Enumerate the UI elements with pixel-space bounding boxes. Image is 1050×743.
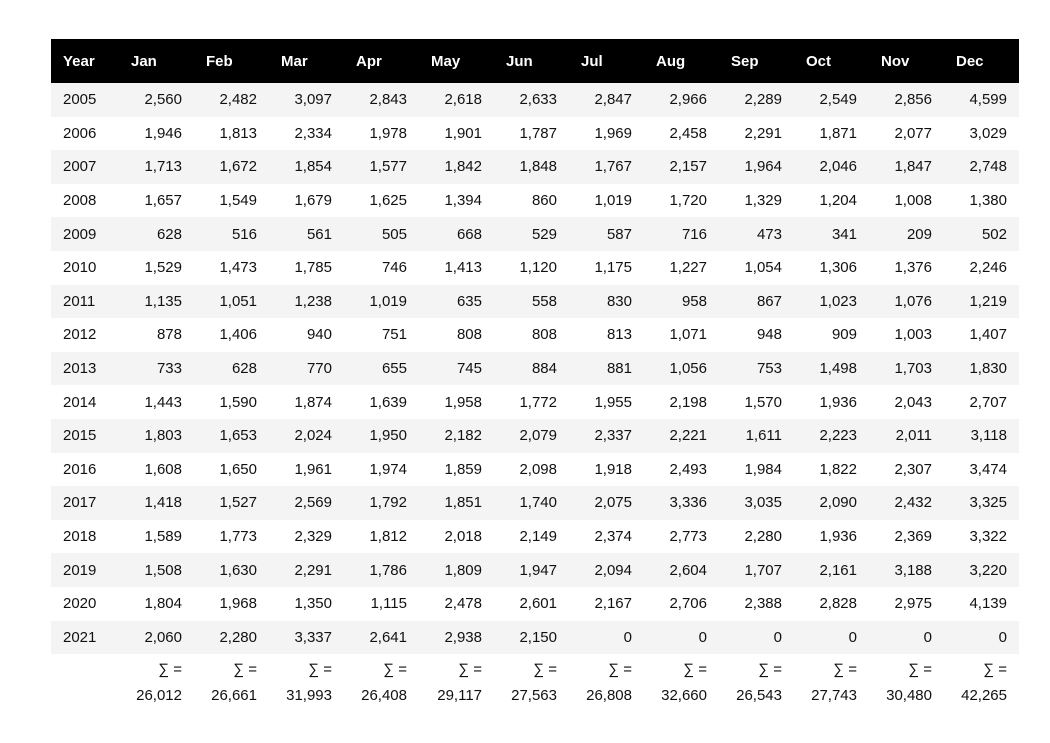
column-total — [269, 654, 344, 712]
value-cell: 2,157 — [669, 158, 707, 176]
value-cell: 587 — [606, 225, 632, 243]
year-cell: 2018 — [63, 528, 97, 546]
value-cell: 1,767 — [594, 158, 632, 176]
value-cell: 1,672 — [219, 158, 257, 176]
table-body — [51, 83, 1019, 654]
value-cell: 628 — [156, 225, 182, 243]
value-cell: 1,830 — [969, 360, 1007, 378]
value-cell: 2,388 — [744, 595, 782, 613]
value-cell: 1,056 — [669, 360, 707, 378]
value-cell: 1,625 — [369, 192, 407, 210]
sum-value: 26,808 — [586, 687, 632, 705]
value-cell: 2,374 — [594, 528, 632, 546]
value-cell: 3,337 — [294, 628, 332, 646]
table-row — [51, 486, 1019, 520]
value-cell: 2,432 — [894, 494, 932, 512]
value-cell: 1,639 — [369, 393, 407, 411]
value-cell: 1,076 — [894, 292, 932, 310]
value-cell: 2,847 — [594, 91, 632, 109]
value-cell: 1,812 — [369, 528, 407, 546]
value-cell: 860 — [531, 192, 557, 210]
column-header-mar: Mar — [281, 52, 308, 70]
column-header-aug: Aug — [656, 52, 686, 70]
monthly-data-table — [51, 39, 1019, 712]
table-row — [51, 117, 1019, 151]
value-cell: 751 — [381, 326, 407, 344]
value-cell: 1,350 — [294, 595, 332, 613]
sum-label: ∑ = — [758, 661, 782, 679]
value-cell: 1,406 — [219, 326, 257, 344]
year-cell: 2011 — [63, 292, 96, 310]
value-cell: 516 — [231, 225, 257, 243]
value-cell: 2,307 — [894, 460, 932, 478]
value-cell: 2,458 — [669, 124, 707, 142]
sum-value: 27,743 — [811, 687, 857, 705]
value-cell: 558 — [531, 292, 557, 310]
value-cell: 2,161 — [819, 561, 857, 579]
sum-value: 27,563 — [511, 687, 557, 705]
header-row — [51, 39, 1019, 83]
value-cell: 1,407 — [969, 326, 1007, 344]
value-cell: 2,246 — [969, 259, 1007, 277]
value-cell: 655 — [381, 360, 407, 378]
value-cell: 1,443 — [144, 393, 182, 411]
value-cell: 716 — [681, 225, 707, 243]
value-cell: 2,748 — [969, 158, 1007, 176]
sum-label: ∑ = — [308, 661, 332, 679]
value-cell: 1,792 — [369, 494, 407, 512]
year-cell: 2009 — [63, 225, 97, 243]
table-row — [51, 150, 1019, 184]
sum-value: 26,543 — [736, 687, 782, 705]
value-cell: 1,549 — [219, 192, 257, 210]
value-cell: 2,291 — [744, 124, 782, 142]
value-cell: 0 — [998, 628, 1007, 646]
value-cell: 4,599 — [969, 91, 1007, 109]
value-cell: 1,847 — [894, 158, 932, 176]
value-cell: 1,813 — [219, 124, 257, 142]
value-cell: 1,473 — [219, 259, 257, 277]
value-cell: 0 — [623, 628, 632, 646]
column-total — [494, 654, 569, 712]
value-cell: 1,947 — [519, 561, 557, 579]
year-cell: 2005 — [63, 91, 97, 109]
value-cell: 2,549 — [819, 91, 857, 109]
value-cell: 2,618 — [444, 91, 482, 109]
column-header-may: May — [431, 52, 461, 70]
table-row — [51, 251, 1019, 285]
value-cell: 0 — [773, 628, 782, 646]
value-cell: 2,094 — [594, 561, 632, 579]
column-total — [944, 654, 1019, 712]
column-header-oct: Oct — [806, 52, 832, 70]
value-cell: 867 — [756, 292, 782, 310]
value-cell: 1,773 — [219, 528, 257, 546]
column-header-nov: Nov — [881, 52, 910, 70]
value-cell: 808 — [456, 326, 482, 344]
table-row — [51, 352, 1019, 386]
value-cell: 1,968 — [219, 595, 257, 613]
value-cell: 1,498 — [819, 360, 857, 378]
value-cell: 3,097 — [294, 91, 332, 109]
totals-row — [51, 654, 1019, 712]
table-row — [51, 318, 1019, 352]
value-cell: 1,120 — [519, 259, 557, 277]
value-cell: 2,280 — [219, 628, 257, 646]
value-cell: 1,175 — [594, 259, 632, 277]
value-cell: 2,221 — [669, 427, 707, 445]
value-cell: 3,220 — [969, 561, 1007, 579]
value-cell: 2,569 — [294, 494, 332, 512]
value-cell: 958 — [681, 292, 707, 310]
year-cell: 2013 — [63, 360, 97, 378]
value-cell: 770 — [306, 360, 332, 378]
year-cell: 2019 — [63, 561, 97, 579]
value-cell: 2,337 — [594, 427, 632, 445]
value-cell: 2,856 — [894, 91, 932, 109]
value-cell: 1,720 — [669, 192, 707, 210]
value-cell: 561 — [306, 225, 332, 243]
value-cell: 3,336 — [669, 494, 707, 512]
column-total — [869, 654, 944, 712]
table-row — [51, 587, 1019, 621]
value-cell: 2,493 — [669, 460, 707, 478]
value-cell: 3,035 — [744, 494, 782, 512]
column-total — [719, 654, 794, 712]
sum-label: ∑ = — [683, 661, 707, 679]
value-cell: 1,974 — [369, 460, 407, 478]
value-cell: 2,024 — [294, 427, 332, 445]
value-cell: 753 — [756, 360, 782, 378]
sum-label: ∑ = — [458, 661, 482, 679]
value-cell: 3,029 — [969, 124, 1007, 142]
year-cell: 2006 — [63, 124, 97, 142]
value-cell: 3,325 — [969, 494, 1007, 512]
monthly-data-table-container — [51, 39, 1014, 712]
value-cell: 2,198 — [669, 393, 707, 411]
value-cell: 1,238 — [294, 292, 332, 310]
value-cell: 1,969 — [594, 124, 632, 142]
value-cell: 2,167 — [594, 595, 632, 613]
value-cell: 1,529 — [144, 259, 182, 277]
value-cell: 1,611 — [745, 427, 782, 445]
value-cell: 1,901 — [444, 124, 482, 142]
value-cell: 2,149 — [519, 528, 557, 546]
value-cell: 2,090 — [819, 494, 857, 512]
column-header-jun: Jun — [506, 52, 533, 70]
value-cell: 1,219 — [969, 292, 1007, 310]
value-cell: 1,740 — [519, 494, 557, 512]
value-cell: 1,874 — [294, 393, 332, 411]
value-cell: 1,936 — [819, 393, 857, 411]
column-total — [794, 654, 869, 712]
value-cell: 1,653 — [219, 427, 257, 445]
value-cell: 1,955 — [594, 393, 632, 411]
value-cell: 745 — [456, 360, 482, 378]
year-cell: 2017 — [63, 494, 97, 512]
value-cell: 1,570 — [744, 393, 782, 411]
value-cell: 1,978 — [369, 124, 407, 142]
value-cell: 1,707 — [744, 561, 782, 579]
table-row — [51, 385, 1019, 419]
value-cell: 2,633 — [519, 91, 557, 109]
value-cell: 2,478 — [444, 595, 482, 613]
value-cell: 2,280 — [744, 528, 782, 546]
table-footer — [51, 654, 1019, 712]
value-cell: 940 — [306, 326, 332, 344]
value-cell: 1,376 — [894, 259, 932, 277]
value-cell: 3,188 — [894, 561, 932, 579]
sum-label: ∑ = — [383, 661, 407, 679]
year-cell: 2008 — [63, 192, 97, 210]
value-cell: 1,508 — [144, 561, 182, 579]
column-total — [569, 654, 644, 712]
value-cell: 1,679 — [294, 192, 332, 210]
table-row — [51, 453, 1019, 487]
value-cell: 1,786 — [369, 561, 407, 579]
value-cell: 0 — [698, 628, 707, 646]
value-cell: 909 — [831, 326, 857, 344]
value-cell: 0 — [923, 628, 932, 646]
value-cell: 2,707 — [969, 393, 1007, 411]
value-cell: 733 — [156, 360, 182, 378]
value-cell: 1,306 — [819, 259, 857, 277]
sum-label: ∑ = — [983, 661, 1007, 679]
value-cell: 2,060 — [144, 628, 182, 646]
year-cell: 2012 — [63, 326, 97, 344]
value-cell: 1,871 — [819, 124, 857, 142]
totals-spacer — [51, 654, 119, 712]
value-cell: 1,589 — [144, 528, 182, 546]
column-header-sep: Sep — [731, 52, 759, 70]
value-cell: 628 — [231, 360, 257, 378]
value-cell: 2,604 — [669, 561, 707, 579]
value-cell: 813 — [606, 326, 632, 344]
value-cell: 1,803 — [144, 427, 182, 445]
value-cell: 2,223 — [819, 427, 857, 445]
value-cell: 1,054 — [744, 259, 782, 277]
column-header-year: Year — [63, 52, 95, 70]
value-cell: 1,204 — [819, 192, 857, 210]
table-header — [51, 39, 1019, 83]
value-cell: 1,019 — [594, 192, 632, 210]
value-cell: 2,077 — [894, 124, 932, 142]
value-cell: 2,098 — [519, 460, 557, 478]
value-cell: 2,966 — [669, 91, 707, 109]
value-cell: 2,291 — [294, 561, 332, 579]
value-cell: 1,822 — [819, 460, 857, 478]
column-header-jan: Jan — [131, 52, 157, 70]
table-row — [51, 553, 1019, 587]
value-cell: 0 — [848, 628, 857, 646]
value-cell: 1,859 — [444, 460, 482, 478]
value-cell: 2,075 — [594, 494, 632, 512]
value-cell: 1,227 — [669, 259, 707, 277]
value-cell: 1,772 — [519, 393, 557, 411]
value-cell: 668 — [456, 225, 482, 243]
value-cell: 1,984 — [744, 460, 782, 478]
value-cell: 746 — [381, 259, 407, 277]
value-cell: 635 — [456, 292, 482, 310]
value-cell: 1,650 — [219, 460, 257, 478]
sum-value: 26,012 — [136, 687, 182, 705]
column-total — [194, 654, 269, 712]
value-cell: 1,413 — [444, 259, 482, 277]
sum-value: 26,408 — [361, 687, 407, 705]
value-cell: 2,043 — [894, 393, 932, 411]
value-cell: 1,713 — [144, 158, 182, 176]
value-cell: 1,608 — [144, 460, 182, 478]
value-cell: 505 — [381, 225, 407, 243]
value-cell: 2,706 — [669, 595, 707, 613]
value-cell: 1,590 — [219, 393, 257, 411]
value-cell: 1,950 — [369, 427, 407, 445]
year-cell: 2010 — [63, 259, 97, 277]
sum-label: ∑ = — [833, 661, 857, 679]
value-cell: 948 — [756, 326, 782, 344]
column-header-apr: Apr — [356, 52, 382, 70]
value-cell: 2,369 — [894, 528, 932, 546]
sum-value: 32,660 — [661, 687, 707, 705]
value-cell: 1,051 — [219, 292, 257, 310]
value-cell: 2,773 — [669, 528, 707, 546]
value-cell: 2,289 — [744, 91, 782, 109]
value-cell: 1,023 — [819, 292, 857, 310]
table-row — [51, 285, 1019, 319]
value-cell: 2,329 — [294, 528, 332, 546]
sum-value: 26,661 — [211, 687, 257, 705]
value-cell: 1,854 — [294, 158, 332, 176]
column-header-dec: Dec — [956, 52, 984, 70]
value-cell: 2,641 — [369, 628, 407, 646]
value-cell: 2,182 — [444, 427, 482, 445]
value-cell: 2,011 — [895, 427, 932, 445]
value-cell: 529 — [531, 225, 557, 243]
value-cell: 1,787 — [519, 124, 557, 142]
value-cell: 2,843 — [369, 91, 407, 109]
value-cell: 1,003 — [894, 326, 932, 344]
value-cell: 1,019 — [369, 292, 407, 310]
sum-label: ∑ = — [233, 661, 257, 679]
value-cell: 209 — [906, 225, 932, 243]
sum-value: 31,993 — [286, 687, 332, 705]
year-cell: 2016 — [63, 460, 97, 478]
table-row — [51, 621, 1019, 655]
value-cell: 1,418 — [144, 494, 182, 512]
value-cell: 878 — [156, 326, 182, 344]
value-cell: 1,964 — [744, 158, 782, 176]
value-cell: 1,071 — [669, 326, 707, 344]
value-cell: 1,527 — [219, 494, 257, 512]
value-cell: 881 — [606, 360, 632, 378]
value-cell: 1,380 — [969, 192, 1007, 210]
column-total — [419, 654, 494, 712]
value-cell: 1,936 — [819, 528, 857, 546]
value-cell: 1,115 — [370, 595, 407, 613]
value-cell: 2,975 — [894, 595, 932, 613]
year-cell: 2007 — [63, 158, 97, 176]
value-cell: 1,329 — [744, 192, 782, 210]
value-cell: 2,560 — [144, 91, 182, 109]
table-row — [51, 83, 1019, 117]
sum-label: ∑ = — [158, 661, 182, 679]
value-cell: 1,630 — [219, 561, 257, 579]
value-cell: 1,842 — [444, 158, 482, 176]
value-cell: 884 — [531, 360, 557, 378]
sum-label: ∑ = — [608, 661, 632, 679]
column-total — [119, 654, 194, 712]
table-row — [51, 419, 1019, 453]
value-cell: 1,577 — [369, 158, 407, 176]
value-cell: 1,804 — [144, 595, 182, 613]
value-cell: 2,079 — [519, 427, 557, 445]
value-cell: 1,918 — [594, 460, 632, 478]
value-cell: 2,018 — [444, 528, 482, 546]
value-cell: 502 — [981, 225, 1007, 243]
value-cell: 3,118 — [970, 427, 1007, 445]
value-cell: 473 — [756, 225, 782, 243]
value-cell: 2,046 — [819, 158, 857, 176]
table-row — [51, 217, 1019, 251]
value-cell: 2,601 — [519, 595, 557, 613]
table-row — [51, 184, 1019, 218]
sum-value: 30,480 — [886, 687, 932, 705]
year-cell: 2020 — [63, 595, 97, 613]
value-cell: 1,657 — [144, 192, 182, 210]
value-cell: 2,828 — [819, 595, 857, 613]
value-cell: 4,139 — [969, 595, 1007, 613]
value-cell: 1,703 — [894, 360, 932, 378]
sum-label: ∑ = — [533, 661, 557, 679]
value-cell: 830 — [606, 292, 632, 310]
sum-label: ∑ = — [908, 661, 932, 679]
value-cell: 1,135 — [144, 292, 182, 310]
value-cell: 2,150 — [519, 628, 557, 646]
value-cell: 3,474 — [969, 460, 1007, 478]
year-cell: 2015 — [63, 427, 97, 445]
value-cell: 1,851 — [444, 494, 482, 512]
value-cell: 1,394 — [444, 192, 482, 210]
column-header-feb: Feb — [206, 52, 233, 70]
value-cell: 2,482 — [219, 91, 257, 109]
value-cell: 808 — [531, 326, 557, 344]
value-cell: 2,938 — [444, 628, 482, 646]
year-cell: 2021 — [63, 628, 97, 646]
value-cell: 1,946 — [144, 124, 182, 142]
value-cell: 1,848 — [519, 158, 557, 176]
value-cell: 1,809 — [444, 561, 482, 579]
value-cell: 341 — [831, 225, 857, 243]
sum-value: 29,117 — [437, 687, 482, 705]
value-cell: 1,958 — [444, 393, 482, 411]
value-cell: 3,322 — [969, 528, 1007, 546]
table-row — [51, 520, 1019, 554]
sum-value: 42,265 — [961, 687, 1007, 705]
year-cell: 2014 — [63, 393, 97, 411]
column-total — [344, 654, 419, 712]
column-total — [644, 654, 719, 712]
value-cell: 1,008 — [894, 192, 932, 210]
column-header-jul: Jul — [581, 52, 603, 70]
value-cell: 1,785 — [294, 259, 332, 277]
value-cell: 1,961 — [294, 460, 332, 478]
value-cell: 2,334 — [294, 124, 332, 142]
